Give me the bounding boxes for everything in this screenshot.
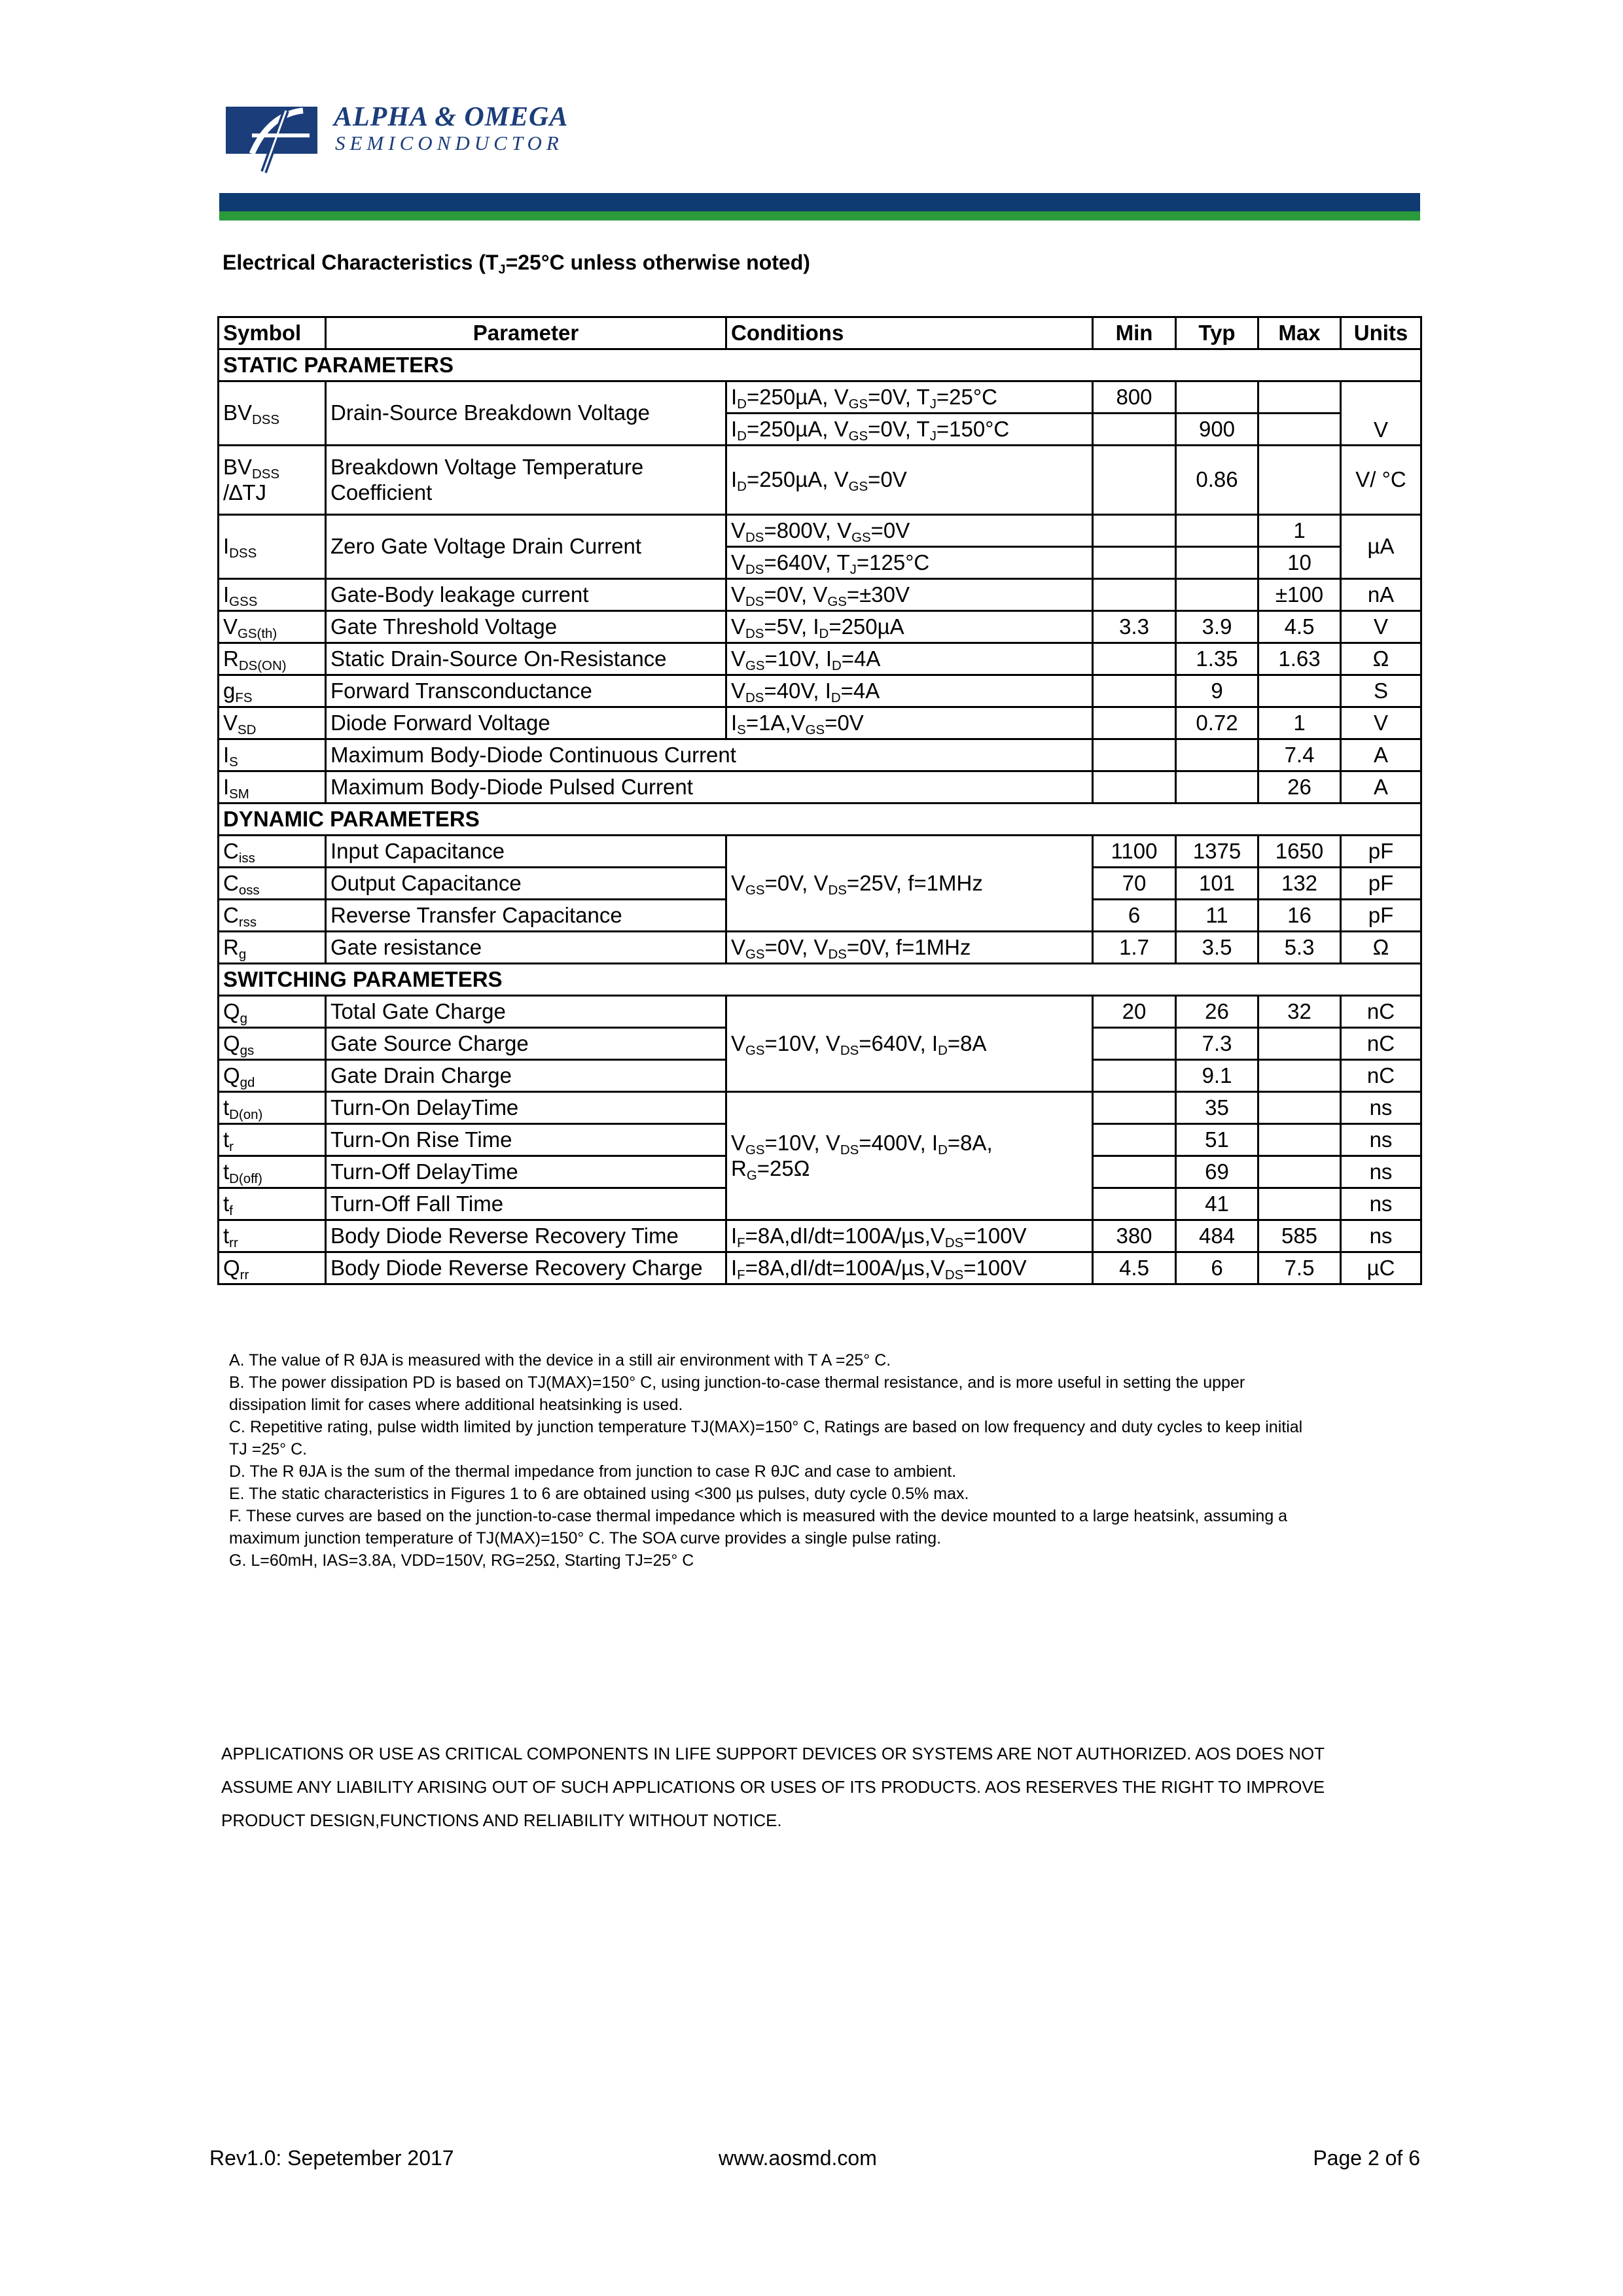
typ-cell: 9: [1176, 675, 1258, 707]
units-cell: V: [1341, 381, 1421, 446]
max-cell: 132: [1258, 868, 1341, 900]
footer-website[interactable]: www.aosmd.com: [719, 2146, 877, 2170]
min-cell: [1093, 1060, 1176, 1092]
typ-cell: [1176, 381, 1258, 414]
typ-cell: 7.3: [1176, 1028, 1258, 1060]
symbol-cell: $t_{D(on)}$: [219, 1092, 326, 1124]
parameter-cell: Turn-On Rise Time: [326, 1124, 726, 1156]
parameter-cell: Breakdown Voltage Temperature Coefficient: [326, 446, 726, 515]
symbol-cell: $t_r$: [219, 1124, 326, 1156]
units-cell: nC: [1341, 1028, 1421, 1060]
units-cell: ns: [1341, 1156, 1421, 1188]
conditions-cell: $V_{DS}=0V$, $V_{GS}=\pm 30V$: [726, 579, 1093, 611]
min-cell: [1093, 1156, 1176, 1188]
alpha-omega-logo-icon: [226, 101, 321, 173]
min-cell: [1093, 739, 1176, 771]
header-max: Max: [1258, 317, 1341, 349]
header-parameter: Parameter: [326, 317, 726, 349]
typ-cell: 3.5: [1176, 932, 1258, 964]
section-row: [219, 349, 1421, 381]
symbol-cell: $C_{rss}$: [219, 900, 326, 932]
units-cell: S: [1341, 675, 1421, 707]
parameter-cell: Input Capacitance: [326, 836, 726, 868]
parameter-cell: Gate Source Charge: [326, 1028, 726, 1060]
parameter-cell: Total Gate Charge: [326, 996, 726, 1028]
typ-cell: 101: [1176, 868, 1258, 900]
conditions-cell: $V_{DS}=640V$, $T_J=125^\circ C$: [726, 547, 1093, 579]
units-cell: pF: [1341, 836, 1421, 868]
conditions-cell: $V_{DS}=800V$, $V_{GS}=0V$: [726, 515, 1093, 547]
conditions-cell: $V_{GS}=0V$, $V_{DS}=0V$, f=1MHz: [726, 932, 1093, 964]
table-row: [219, 836, 1421, 868]
section-row: [219, 964, 1421, 996]
symbol-cell: $Q_g$: [219, 996, 326, 1028]
symbol-cell: $R_{DS(ON)}$: [219, 643, 326, 675]
min-cell: [1093, 579, 1176, 611]
min-cell: 800: [1093, 381, 1176, 414]
min-cell: [1093, 675, 1176, 707]
min-cell: 1.7: [1093, 932, 1176, 964]
max-cell: 7.4: [1258, 739, 1341, 771]
max-cell: 16: [1258, 900, 1341, 932]
max-cell: 1650: [1258, 836, 1341, 868]
typ-cell: [1176, 515, 1258, 547]
parameter-cell: Turn-Off DelayTime: [326, 1156, 726, 1188]
disclaimer-line: PRODUCT DESIGN,FUNCTIONS AND RELIABILITY WITHOUT NOTICE.: [221, 1810, 782, 1830]
max-cell: [1258, 446, 1341, 515]
footnotes: [229, 1349, 1414, 1572]
conditions-cell: $V_{DS}=40V$, $I_D=4A$: [726, 675, 1093, 707]
parameter-cell: Maximum Body-Diode Continuous Current: [326, 739, 1093, 771]
units-cell: ns: [1341, 1092, 1421, 1124]
min-cell: 4.5: [1093, 1252, 1176, 1284]
page-title: Electrical Characteristics ($T_J=25^\circ C$ unless otherwise noted): [223, 251, 810, 277]
table-row: [219, 643, 1421, 675]
max-cell: [1258, 381, 1341, 414]
units-cell: µA: [1341, 515, 1421, 579]
units-cell: V/ °C: [1341, 446, 1421, 515]
table-row: [219, 932, 1421, 964]
parameter-cell: Gate resistance: [326, 932, 726, 964]
table-row: [219, 1220, 1421, 1252]
min-cell: [1093, 1124, 1176, 1156]
max-cell: [1258, 1028, 1341, 1060]
company-logo: [226, 101, 618, 173]
parameter-cell: Body Diode Reverse Recovery Charge: [326, 1252, 726, 1284]
typ-cell: 26: [1176, 996, 1258, 1028]
table-row: [219, 1252, 1421, 1284]
symbol-cell: $I_{DSS}$: [219, 515, 326, 579]
conditions-cell: $I_D=250\mu A$, $V_{GS}=0V$, $T_J=150^\circ C$: [726, 414, 1093, 446]
electrical-characteristics-table: [217, 316, 1422, 1285]
typ-cell: 1375: [1176, 836, 1258, 868]
typ-cell: 35: [1176, 1092, 1258, 1124]
table-row: [219, 579, 1421, 611]
units-cell: ns: [1341, 1220, 1421, 1252]
units-cell: Ω: [1341, 932, 1421, 964]
units-cell: nA: [1341, 579, 1421, 611]
conditions-cell: $I_S=1A,V_{GS}=0V$: [726, 707, 1093, 739]
note-g: G. L=60mH, IAS=3.8A, VDD=150V, RG=25Ω, Starting TJ=25° C: [229, 1551, 694, 1570]
symbol-cell: $t_f$: [219, 1188, 326, 1220]
max-cell: 1.63: [1258, 643, 1341, 675]
parameter-cell: Output Capacitance: [326, 868, 726, 900]
max-cell: [1258, 675, 1341, 707]
note-f-cont: maximum junction temperature of TJ(MAX)=150° C. The SOA curve provides a single pulse rating.: [229, 1529, 942, 1547]
conditions-cell: $I_F=8A,dI/dt=100A/\mu s,V_{DS}=100V$: [726, 1252, 1093, 1284]
typ-cell: 0.86: [1176, 446, 1258, 515]
parameter-cell: Static Drain-Source On-Resistance: [326, 643, 726, 675]
symbol-cell: $C_{oss}$: [219, 868, 326, 900]
parameter-cell: Body Diode Reverse Recovery Time: [326, 1220, 726, 1252]
max-cell: [1258, 1060, 1341, 1092]
parameter-cell: Forward Transconductance: [326, 675, 726, 707]
table-row: [219, 381, 1421, 414]
typ-cell: 51: [1176, 1124, 1258, 1156]
units-cell: A: [1341, 771, 1421, 804]
header-symbol: Symbol: [219, 317, 326, 349]
symbol-cell: $R_g$: [219, 932, 326, 964]
disclaimer: [221, 1737, 1412, 1837]
units-cell: µC: [1341, 1252, 1421, 1284]
min-cell: 380: [1093, 1220, 1176, 1252]
min-cell: [1093, 1188, 1176, 1220]
conditions-cell: $V_{GS}=0V$, $V_{DS}=25V$, f=1MHz: [726, 836, 1093, 932]
table-row: [219, 675, 1421, 707]
symbol-cell: $C_{iss}$: [219, 836, 326, 868]
min-cell: [1093, 1092, 1176, 1124]
typ-cell: 484: [1176, 1220, 1258, 1252]
typ-cell: 0.72: [1176, 707, 1258, 739]
header-bar-blue: [219, 193, 1420, 211]
typ-cell: 9.1: [1176, 1060, 1258, 1092]
typ-cell: 41: [1176, 1188, 1258, 1220]
conditions-cell: $I_D=250\mu A$, $V_{GS}=0V$, $T_J=25^\circ C$: [726, 381, 1093, 414]
max-cell: 1: [1258, 515, 1341, 547]
min-cell: [1093, 643, 1176, 675]
conditions-cell: $V_{DS}=5V$, $I_D=250\mu A$: [726, 611, 1093, 643]
header-min: Min: [1093, 317, 1176, 349]
disclaimer-line: ASSUME ANY LIABILITY ARISING OUT OF SUCH APPLICATIONS OR USES OF ITS PRODUCTS. AOS RESERVES THE RIGHT TO IMPROVE: [221, 1777, 1325, 1797]
conditions-cell: $V_{GS}=10V$, $V_{DS}=400V$, $I_D=8A$, $R_G=25\Omega$: [726, 1092, 1093, 1220]
section-row: [219, 804, 1421, 836]
symbol-cell: $t_{rr}$: [219, 1220, 326, 1252]
parameter-cell: Maximum Body-Diode Pulsed Current: [326, 771, 1093, 804]
units-cell: pF: [1341, 900, 1421, 932]
max-cell: [1258, 414, 1341, 446]
table-row: [219, 515, 1421, 547]
min-cell: 70: [1093, 868, 1176, 900]
max-cell: 26: [1258, 771, 1341, 804]
typ-cell: 1.35: [1176, 643, 1258, 675]
units-cell: ns: [1341, 1188, 1421, 1220]
typ-cell: 6: [1176, 1252, 1258, 1284]
conditions-cell: $I_F=8A,dI/dt=100A/\mu s,V_{DS}=100V$: [726, 1220, 1093, 1252]
parameter-cell: Gate Threshold Voltage: [326, 611, 726, 643]
table-row: [219, 611, 1421, 643]
conditions-cell: $V_{GS}=10V$, $V_{DS}=640V$, $I_D=8A$: [726, 996, 1093, 1092]
table-row: [219, 446, 1421, 515]
typ-cell: 900: [1176, 414, 1258, 446]
table-row: [219, 771, 1421, 804]
table-row: [219, 996, 1421, 1028]
typ-cell: 11: [1176, 900, 1258, 932]
table-row: [219, 739, 1421, 771]
max-cell: 5.3: [1258, 932, 1341, 964]
company-subtitle: SEMICONDUCTOR: [335, 132, 563, 154]
company-name: ALPHA & OMEGA: [334, 102, 569, 132]
disclaimer-line: APPLICATIONS OR USE AS CRITICAL COMPONENTS IN LIFE SUPPORT DEVICES OR SYSTEMS ARE NOT AUTHORIZED. AOS DOES NOT: [221, 1744, 1325, 1763]
note-a: A. The value of R θJA is measured with the device in a still air environment with T A =25° C.: [229, 1351, 891, 1369]
min-cell: 20: [1093, 996, 1176, 1028]
min-cell: 6: [1093, 900, 1176, 932]
parameter-cell: Turn-On DelayTime: [326, 1092, 726, 1124]
max-cell: 10: [1258, 547, 1341, 579]
units-cell: nC: [1341, 1060, 1421, 1092]
note-e: E. The static characteristics in Figures 1 to 6 are obtained using <300 µs pulses, duty cycle 0.5% max.: [229, 1485, 969, 1503]
min-cell: 1100: [1093, 836, 1176, 868]
symbol-cell: $I_S$: [219, 739, 326, 771]
min-cell: [1093, 1028, 1176, 1060]
units-cell: A: [1341, 739, 1421, 771]
max-cell: 7.5: [1258, 1252, 1341, 1284]
max-cell: 4.5: [1258, 611, 1341, 643]
conditions-cell: $I_D=250\mu A$, $V_{GS}=0V$: [726, 446, 1093, 515]
section-static: STATIC PARAMETERS: [219, 349, 1421, 381]
parameter-cell: Gate Drain Charge: [326, 1060, 726, 1092]
max-cell: [1258, 1124, 1341, 1156]
table-row: [219, 707, 1421, 739]
max-cell: 585: [1258, 1220, 1341, 1252]
conditions-cell: $V_{GS}=10V$, $I_D=4A$: [726, 643, 1093, 675]
note-b: B. The power dissipation PD is based on TJ(MAX)=150° C, using junction-to-case thermal resistance, and is more useful in setting the upper: [229, 1373, 1245, 1392]
note-f: F. These curves are based on the junction-to-case thermal impedance which is measured with the device mounted to a large heatsink, assuming a: [229, 1507, 1288, 1525]
table-header-row: [219, 317, 1421, 349]
units-cell: V: [1341, 707, 1421, 739]
symbol-cell: $V_{GS(th)}$: [219, 611, 326, 643]
note-c-cont: TJ =25° C.: [229, 1440, 308, 1458]
parameter-cell: Gate-Body leakage current: [326, 579, 726, 611]
units-cell: Ω: [1341, 643, 1421, 675]
header-bar-green: [219, 211, 1420, 221]
parameter-cell: Reverse Transfer Capacitance: [326, 900, 726, 932]
min-cell: [1093, 771, 1176, 804]
parameter-cell: Diode Forward Voltage: [326, 707, 726, 739]
note-b-cont: dissipation limit for cases where additional heatsinking is used.: [229, 1396, 683, 1414]
note-c: C. Repetitive rating, pulse width limited by junction temperature TJ(MAX)=150° C, Ratings are based on low frequency and duty cycles to keep initial: [229, 1418, 1303, 1436]
symbol-cell: $I_{GSS}$: [219, 579, 326, 611]
footer-revision: Rev1.0: Sepetember 2017: [209, 2146, 454, 2170]
parameter-cell: Turn-Off Fall Time: [326, 1188, 726, 1220]
symbol-cell: $Q_{gs}$: [219, 1028, 326, 1060]
symbol-cell: $V_{SD}$: [219, 707, 326, 739]
header-units: Units: [1341, 317, 1421, 349]
symbol-cell: $BV_{DSS}$ /∆TJ: [219, 446, 326, 515]
max-cell: [1258, 1156, 1341, 1188]
typ-cell: [1176, 547, 1258, 579]
typ-cell: [1176, 771, 1258, 804]
typ-cell: 3.9: [1176, 611, 1258, 643]
max-cell: [1258, 1188, 1341, 1220]
parameter-cell: Drain-Source Breakdown Voltage: [326, 381, 726, 446]
max-cell: 32: [1258, 996, 1341, 1028]
min-cell: [1093, 414, 1176, 446]
footer-page-number: Page 2 of 6: [1313, 2146, 1420, 2170]
typ-cell: [1176, 739, 1258, 771]
min-cell: 3.3: [1093, 611, 1176, 643]
parameter-cell: Zero Gate Voltage Drain Current: [326, 515, 726, 579]
typ-cell: [1176, 579, 1258, 611]
note-d: D. The R θJA is the sum of the thermal impedance from junction to case R θJC and case to ambient.: [229, 1462, 957, 1481]
section-dynamic: DYNAMIC PARAMETERS: [219, 804, 1421, 836]
min-cell: [1093, 515, 1176, 547]
table-row: [219, 1092, 1421, 1124]
header-conditions: Conditions: [726, 317, 1093, 349]
symbol-cell: $Q_{gd}$: [219, 1060, 326, 1092]
header-typ: Typ: [1176, 317, 1258, 349]
units-cell: V: [1341, 611, 1421, 643]
min-cell: [1093, 446, 1176, 515]
symbol-cell: $I_{SM}$: [219, 771, 326, 804]
units-cell: ns: [1341, 1124, 1421, 1156]
min-cell: [1093, 707, 1176, 739]
units-cell: nC: [1341, 996, 1421, 1028]
max-cell: ±100: [1258, 579, 1341, 611]
max-cell: 1: [1258, 707, 1341, 739]
symbol-cell: $Q_{rr}$: [219, 1252, 326, 1284]
symbol-cell: $g_{FS}$: [219, 675, 326, 707]
symbol-cell: $BV_{DSS}$: [219, 381, 326, 446]
symbol-cell: $t_{D(off)}$: [219, 1156, 326, 1188]
units-cell: pF: [1341, 868, 1421, 900]
max-cell: [1258, 1092, 1341, 1124]
min-cell: [1093, 547, 1176, 579]
typ-cell: 69: [1176, 1156, 1258, 1188]
section-switching: SWITCHING PARAMETERS: [219, 964, 1421, 996]
